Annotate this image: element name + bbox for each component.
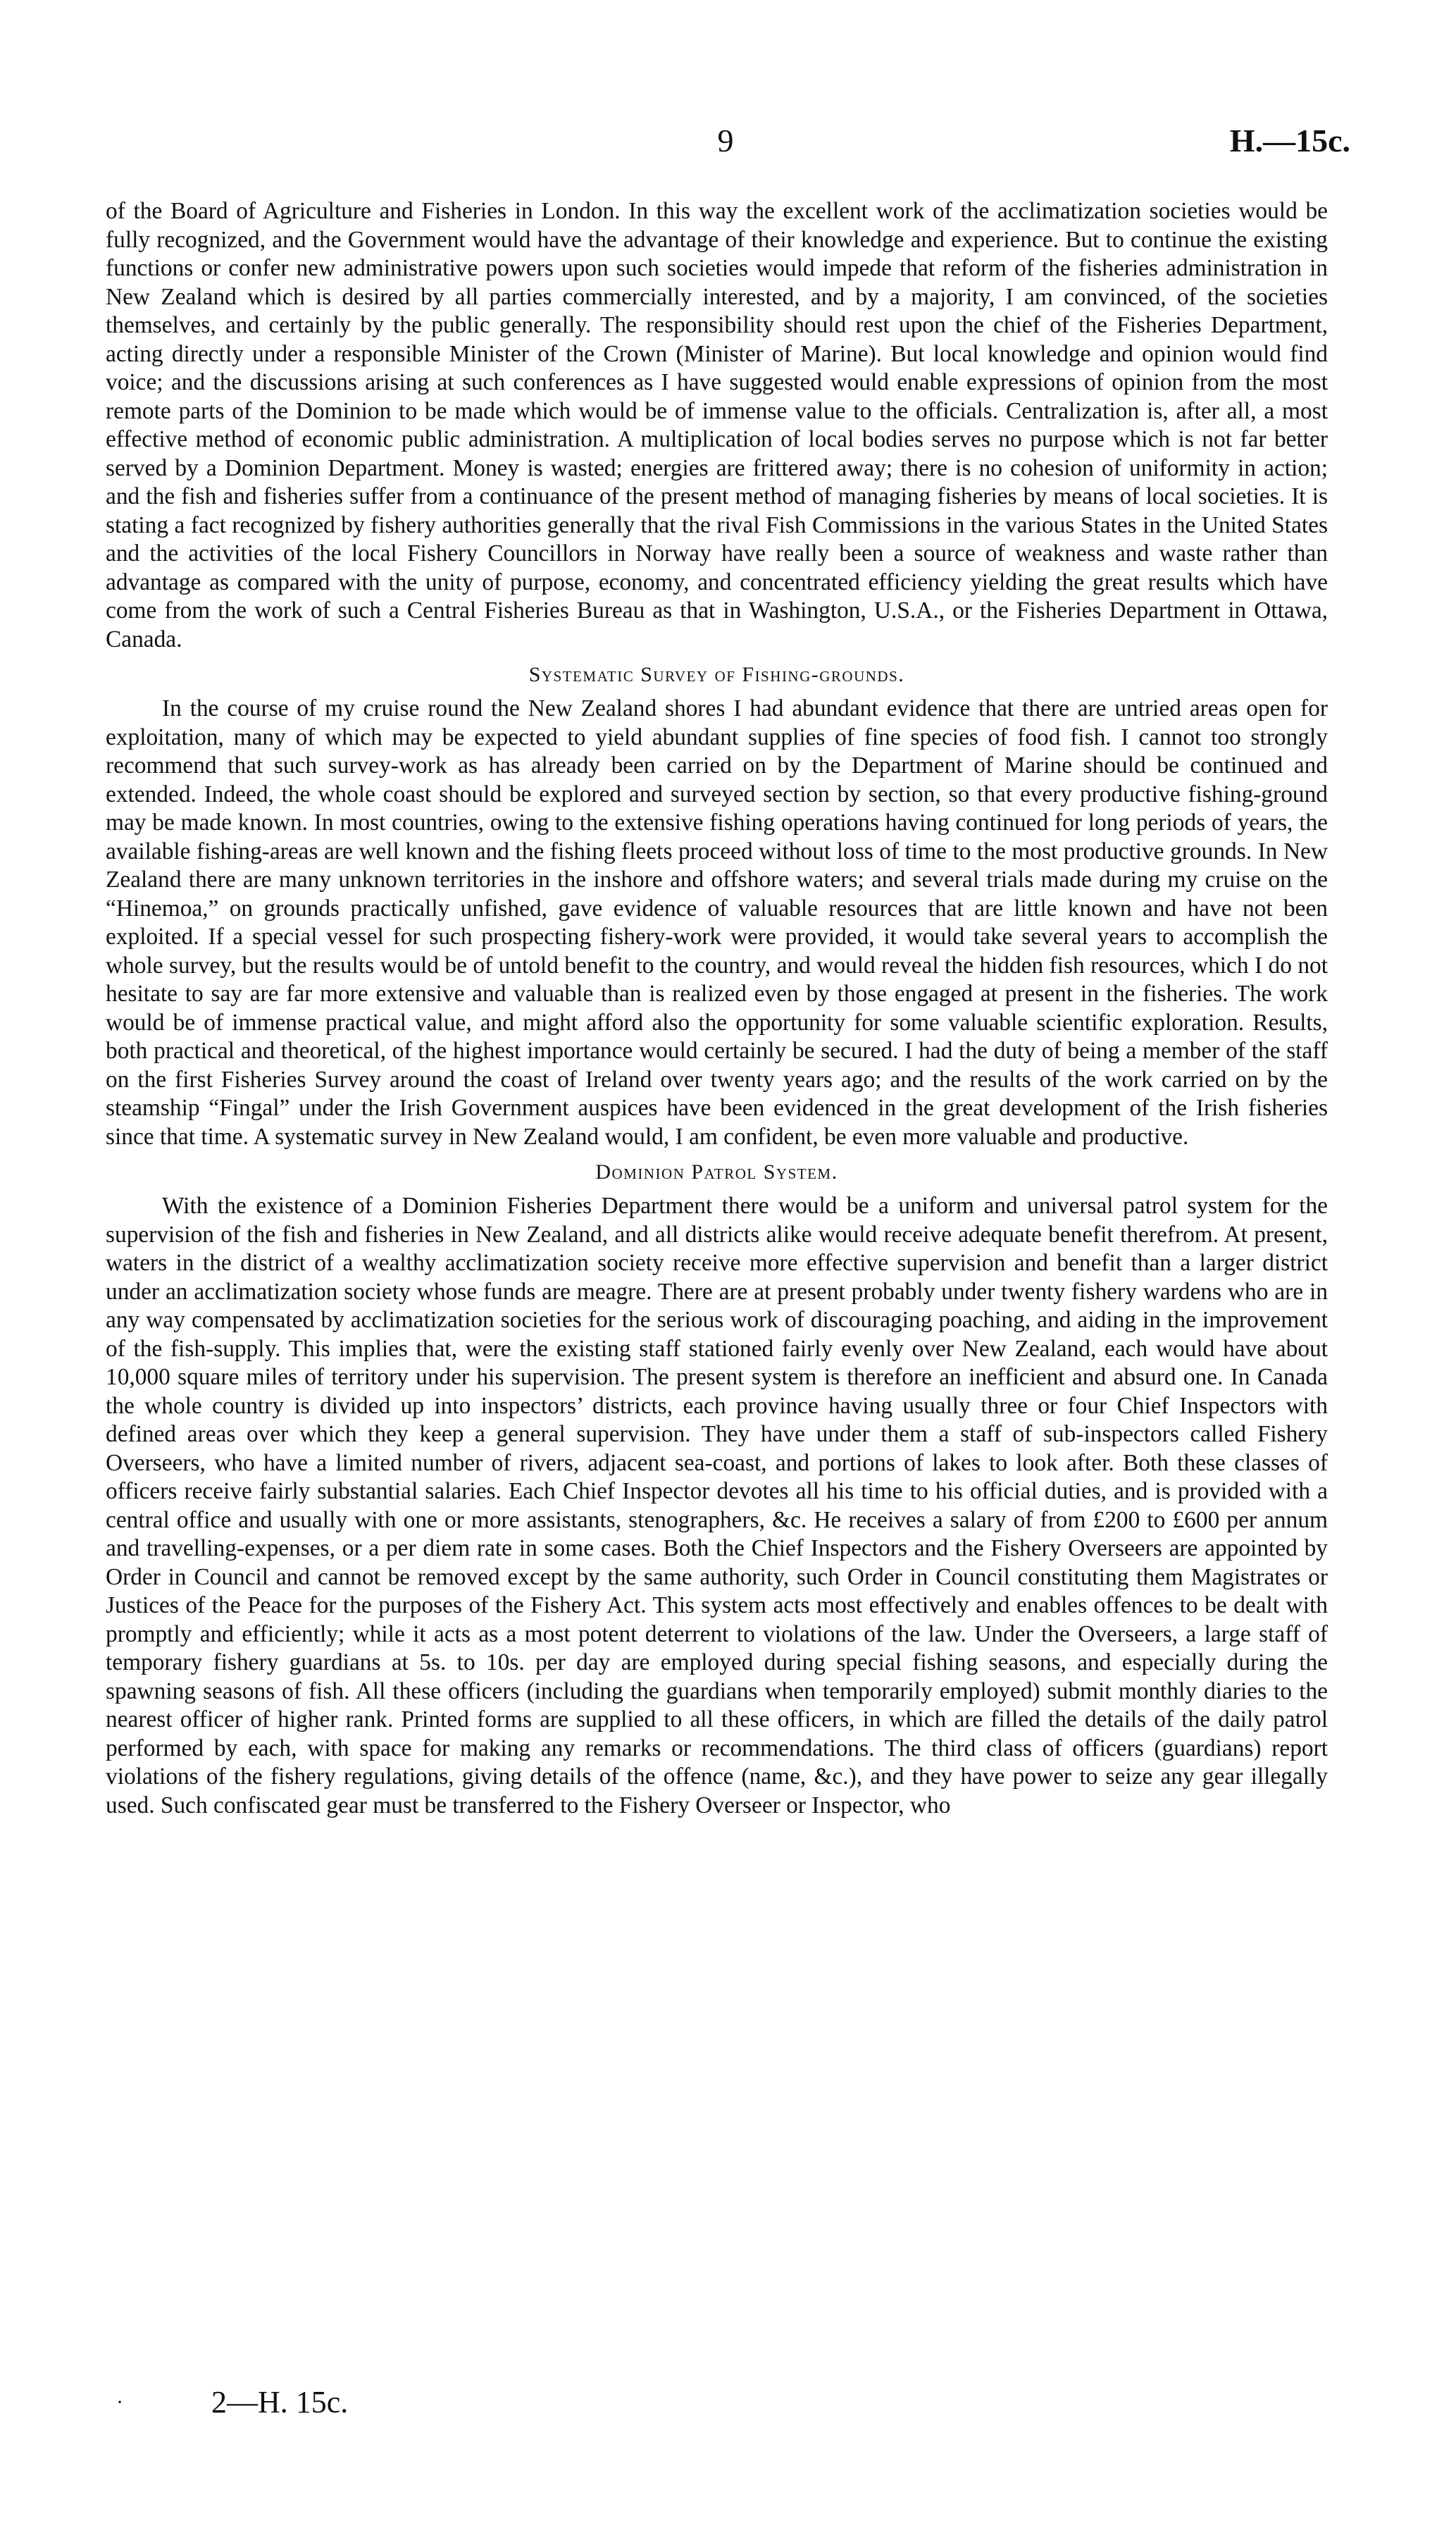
section-heading-systematic-survey: Systematic Survey of Fishing-grounds. xyxy=(528,663,905,686)
page-number: 9 xyxy=(717,123,734,159)
document-reference: H.—15c. xyxy=(1229,123,1350,159)
printer-signature-mark: 2—H. 15c. xyxy=(211,2385,349,2419)
section-heading-patrol-system: Dominion Patrol System. xyxy=(595,1160,838,1184)
paragraph-patrol-system: With the existence of a Dominion Fisheries Department there would be a uniform and universal patrol system for the supervision of the fish and fisheries in New Zealand, and all districts alike would receive adequate benefit therefrom. At present, waters in the district of a wealthy acclimatization society receive more effective supervision and benefit than a larger district under an acclimatization society whose funds are meagre. There are at present probably under twenty fishery wardens who are in any way compensated by acclimatization societies for the serious work of discouraging poaching, and aiding in the improvement of the fish-supply. This implies that, were the existing staff stationed fairly evenly over New Zealand, each would have about 10,000 square miles of territory under his supervision. The present system is therefore an inefficient and absurd one. In Canada the whole country is divided up into inspectors’ districts, each province having usually three or four Chief Inspectors with defined areas over which they keep a general supervision. They have under them a staff of sub-inspectors called Fishery Overseers, who have a limited number of rivers, adjacent sea-coast, and portions of lakes to look after. Both these classes of officers receive fairly substantial salaries. Each Chief Inspector devotes all his time to his official duties, and is provided with a central office and usually with one or more assistants, stenographers, &c. He receives a salary of from £200 to £600 per annum and travelling-expenses, or a per diem rate in some cases. Both the Chief Inspectors and the Fishery Overseers are appointed by Order in Council and cannot be removed except by the same authority, such Order in Council constituting them Magistrates or Justices of the Peace for the purposes of the Fishery Act. This system acts most effectively and enables offences to be dealt with promptly and efficiently; while it acts as a most potent deterrent to violations of the law. Under the Overseers, a large staff of temporary fishery guardians at 5s. to 10s. per day are employed during special fishing seasons, and especially during the spawning seasons of fish. All these officers (including the guardians when temporarily employed) submit monthly diaries to the nearest officer of higher rank. Printed forms are supplied to all these officers, in which are filled the details of the daily patrol performed by each, with space for making any remarks or recommendations. The third class of officers (guardians) report violations of the fishery regulations, giving details of the offence (name, &c.), and they have power to seize any gear illegally used. Such confiscated gear must be transferred to the Fishery Overseer or Inspector, who xyxy=(106,1193,1328,1818)
paragraph-systematic-survey: In the course of my cruise round the New Zealand shores I had abundant evidence that there are untried areas open for exploitation, many of which may be expected to yield abundant supplies of fine species of food fish. I cannot too strongly recommend that such survey-work as has already been carried on by the Department of Marine should be continued and extended. Indeed, the whole coast should be explored and surveyed section by section, so that every productive fishing-ground may be made known. In most countries, owing to the extensive fishing operations having continued for long periods of years, the available fishing-areas are well known and the fishing fleets proceed without loss of time to the most productive grounds. In New Zealand there are many unknown territories in the inshore and offshore waters; and several trials made during my cruise on the “Hinemoa,” on grounds practically unfished, gave evidence of valuable resources that are little known and have not been exploited. If a special vessel for such prospecting fishery-work were provided, it would take several years to accomplish the whole survey, but the results would be of untold benefit to the country, and would reveal the hidden fish resources, which I do not hesitate to say are far more extensive and valuable than is realized even by those engaged at present in the fisheries. The work would be of immense practical value, and might afford also the opportunity for some valuable scientific exploration. Results, both practical and theoretical, of the highest importance would certainly be secured. I had the duty of being a member of the staff on the first Fisheries Survey around the coast of Ireland over twenty years ago; and the results of the work carried on by the steamship “Fingal” under the Irish Government auspices have been evidenced in the great development of the Irish fisheries since that time. A systematic survey in New Zealand would, I am confident, be even more valuable and productive. xyxy=(106,695,1328,1150)
footer-mark: · xyxy=(116,2391,123,2414)
body-text xyxy=(106,197,1328,1820)
paragraph-acclimatization-societies: of the Board of Agriculture and Fisheries in London. In this way the excellent work of the acclimatization societies would be fully recognized, and the Government would have the advantage of their knowledge and experience. But to continue the existing functions or confer new administrative powers upon such societies would impede that reform of the fisheries administration in New Zealand which is desired by all parties commercially interested, and by a majority, I am convinced, of the societies themselves, and certainly by the public generally. The responsibility should rest upon the chief of the Fisheries Department, acting directly under a responsible Minister of the Crown (Minister of Marine). But local knowledge and opinion would find voice; and the discussions arising at such conferences as I have suggested would enable expressions of opinion from the most remote parts of the Dominion to be made which would be of immense value to the officials. Centralization is, after all, a most effective method of economic public administration. A multiplication of local bodies serves no purpose which is not far better served by a Dominion Department. Money is wasted; energies are frittered away; there is no cohesion of uniformity in action; and the fish and fisheries suffer from a continuance of the present method of managing fisheries by means of local societies. It is stating a fact recognized by fishery authorities generally that the rival Fish Commissions in the various States in the United States and the activities of the local Fishery Councillors in Norway have really been a source of weakness and waste rather than advantage as compared with the unity of purpose, economy, and concentrated efficiency yielding the great results which have come from the work of such a Central Fisheries Bureau as that in Washington, U.S.A., or the Fisheries Department in Ottawa, Canada. xyxy=(106,198,1328,652)
